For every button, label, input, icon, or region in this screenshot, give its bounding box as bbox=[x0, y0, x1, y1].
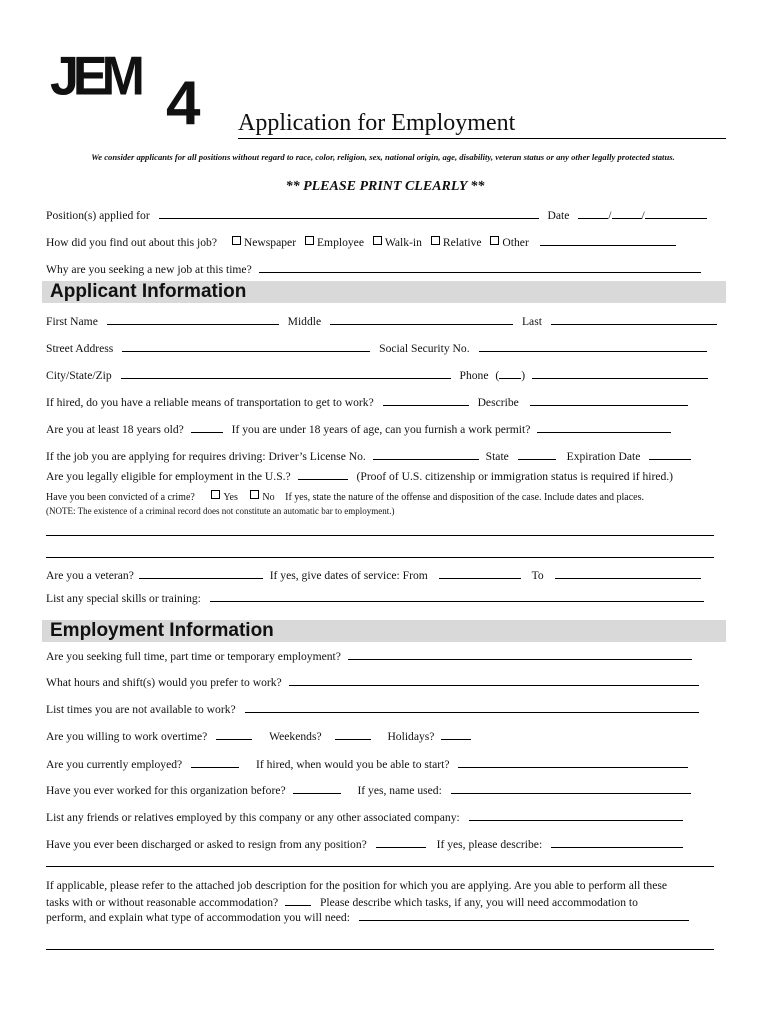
city-row bbox=[46, 366, 708, 382]
describe-label: Describe bbox=[477, 396, 519, 409]
applicant-section-header bbox=[42, 281, 726, 303]
accommodation-line-2 bbox=[46, 893, 638, 909]
state-field[interactable] bbox=[518, 447, 556, 460]
license-label: If the job you are applying for requires driving: Driver’s License No. bbox=[46, 450, 366, 463]
last-name-label: Last bbox=[521, 315, 542, 328]
street-field[interactable] bbox=[122, 339, 370, 352]
first-name-label: First Name bbox=[46, 315, 98, 328]
veteran-row bbox=[46, 566, 701, 582]
worked-before-row bbox=[46, 781, 691, 797]
accommodation-explain-field[interactable] bbox=[359, 908, 689, 921]
worked-before-field[interactable] bbox=[293, 781, 341, 794]
employed-label: Are you currently employed? bbox=[46, 758, 183, 771]
ssn-field[interactable] bbox=[479, 339, 707, 352]
other-field[interactable] bbox=[540, 233, 676, 246]
middle-name-label: Middle bbox=[287, 315, 322, 328]
conviction-line-1[interactable] bbox=[46, 535, 714, 536]
unavailable-label: List times you are not available to work? bbox=[46, 703, 236, 716]
city-label: City/State/Zip bbox=[46, 369, 112, 382]
permit-field[interactable] bbox=[537, 420, 671, 433]
license-row bbox=[46, 447, 691, 463]
unavailable-row bbox=[46, 700, 699, 716]
expiration-label: Expiration Date bbox=[566, 450, 641, 463]
service-label: If yes, give dates of service: From bbox=[269, 569, 428, 582]
accommodation-explain-label: perform, and explain what type of accommodation you will need: bbox=[46, 911, 350, 924]
address-row bbox=[46, 339, 707, 355]
first-name-field[interactable] bbox=[107, 312, 279, 325]
hours-label: What hours and shift(s) would you prefer to work? bbox=[46, 676, 282, 689]
newspaper-checkbox[interactable] bbox=[232, 236, 241, 245]
weekends-label: Weekends? bbox=[269, 730, 322, 743]
proof-note: (Proof of U.S. citizenship or immigration status is required if hired.) bbox=[356, 470, 674, 483]
employee-checkbox[interactable] bbox=[305, 236, 314, 245]
permit-label: If you are under 18 years of age, can you furnish a work permit? bbox=[231, 423, 531, 436]
eligible-label: Are you legally eligible for employment in the U.S.? bbox=[46, 470, 291, 483]
start-field[interactable] bbox=[458, 755, 688, 768]
date-year-field[interactable] bbox=[645, 206, 707, 219]
date-separator: / bbox=[641, 209, 645, 222]
worked-before-label: Have you ever worked for this organization before? bbox=[46, 784, 286, 797]
transport-describe-field[interactable] bbox=[530, 393, 688, 406]
phone-field[interactable] bbox=[532, 366, 708, 379]
position-field[interactable] bbox=[159, 206, 539, 219]
accommodation-question: tasks with or without reasonable accommodation? bbox=[46, 896, 279, 909]
conviction-yes-label: Yes bbox=[223, 492, 238, 503]
seeking-field[interactable] bbox=[348, 647, 692, 660]
eeo-notice: We consider applicants for all positions without regard to race, color, religion, sex, national origin, age, disability, veteran status or any other legally protected status. bbox=[91, 152, 675, 162]
discharged-label: Have you ever been discharged or asked to resign from any position? bbox=[46, 838, 367, 851]
transport-label: If hired, do you have a reliable means of transportation to get to work? bbox=[46, 396, 374, 409]
veteran-label: Are you a veteran? bbox=[46, 569, 134, 582]
discharged-describe-field[interactable] bbox=[551, 835, 683, 848]
street-label: Street Address bbox=[46, 342, 114, 355]
discharged-row bbox=[46, 835, 683, 851]
ssn-label: Social Security No. bbox=[379, 342, 470, 355]
why-row bbox=[46, 260, 701, 276]
applicant-heading: Applicant Information bbox=[50, 281, 247, 302]
conviction-no-label: No bbox=[262, 492, 275, 503]
other-checkbox[interactable] bbox=[490, 236, 499, 245]
overtime-row bbox=[46, 727, 471, 743]
phone-paren-open: ( bbox=[495, 369, 500, 382]
expiration-field[interactable] bbox=[649, 447, 691, 460]
transport-field[interactable] bbox=[383, 393, 469, 406]
name-row bbox=[46, 312, 717, 328]
overtime-label: Are you willing to work overtime? bbox=[46, 730, 208, 743]
position-row bbox=[46, 206, 707, 222]
service-to-field[interactable] bbox=[555, 566, 701, 579]
name-used-field[interactable] bbox=[451, 781, 691, 794]
eligible-row bbox=[46, 467, 673, 483]
phone-label: Phone bbox=[459, 369, 489, 382]
accommodation-line[interactable] bbox=[46, 949, 714, 950]
discharged-describe-label: If yes, please describe: bbox=[436, 838, 543, 851]
conviction-line-2[interactable] bbox=[46, 557, 714, 558]
walkin-checkbox[interactable] bbox=[373, 236, 382, 245]
why-field[interactable] bbox=[259, 260, 701, 273]
date-month-field[interactable] bbox=[578, 206, 608, 219]
friends-field[interactable] bbox=[469, 808, 683, 821]
date-day-field[interactable] bbox=[612, 206, 642, 219]
svg-text:4: 4 bbox=[166, 69, 201, 126]
weekends-field[interactable] bbox=[335, 727, 371, 740]
svg-text:JEM: JEM bbox=[50, 46, 139, 107]
friends-row bbox=[46, 808, 683, 824]
date-label: Date bbox=[547, 209, 570, 222]
middle-name-field[interactable] bbox=[330, 312, 513, 325]
referral-row bbox=[46, 233, 676, 249]
seeking-row bbox=[46, 647, 692, 663]
accommodation-instruction: Please describe which tasks, if any, you will need accommodation to bbox=[319, 896, 638, 909]
overtime-field[interactable] bbox=[216, 727, 252, 740]
relative-checkbox[interactable] bbox=[431, 236, 440, 245]
employee-option: Employee bbox=[316, 236, 364, 249]
accommodation-line-1: If applicable, please refer to the attached job description for the position for which you are applying. Are you able to perform all these bbox=[46, 879, 668, 892]
start-label: If hired, when would you be able to start? bbox=[256, 758, 450, 771]
skills-row bbox=[46, 589, 704, 605]
page-title: Application for Employment bbox=[238, 110, 516, 136]
veteran-field[interactable] bbox=[139, 566, 263, 579]
name-used-label: If yes, name used: bbox=[357, 784, 442, 797]
newspaper-option: Newspaper bbox=[243, 236, 297, 249]
conviction-yes-checkbox[interactable] bbox=[211, 490, 220, 499]
friends-label: List any friends or relatives employed by this company or any other associated company: bbox=[46, 811, 460, 824]
hours-row bbox=[46, 673, 699, 689]
accommodation-line-3 bbox=[46, 908, 689, 924]
conviction-instruction: If yes, state the nature of the offense and disposition of the case. Include dates and places. bbox=[285, 492, 644, 503]
company-logo bbox=[50, 46, 220, 126]
hours-field[interactable] bbox=[289, 673, 699, 686]
transport-row bbox=[46, 393, 688, 409]
service-to-label: To bbox=[531, 569, 544, 582]
last-name-field[interactable] bbox=[551, 312, 717, 325]
eligible-field[interactable] bbox=[298, 467, 348, 480]
unavailable-field[interactable] bbox=[245, 700, 699, 713]
discharged-field[interactable] bbox=[376, 835, 426, 848]
position-label: Position(s) applied for bbox=[46, 209, 150, 222]
state-label: State bbox=[485, 450, 509, 463]
conviction-label: Have you been convicted of a crime? bbox=[46, 492, 195, 503]
age-field[interactable] bbox=[191, 420, 223, 433]
holidays-field[interactable] bbox=[441, 727, 471, 740]
title-rule bbox=[238, 138, 726, 139]
criminal-note: (NOTE: The existence of a criminal record does not constitute an automatic bar to employment.) bbox=[46, 506, 395, 516]
discharged-line[interactable] bbox=[46, 866, 714, 867]
employment-heading: Employment Information bbox=[50, 620, 274, 641]
area-code-field[interactable] bbox=[499, 366, 521, 379]
walkin-option: Walk-in bbox=[384, 236, 422, 249]
employment-section-header bbox=[42, 620, 726, 642]
holidays-label: Holidays? bbox=[387, 730, 435, 743]
age-label: Are you at least 18 years old? bbox=[46, 423, 184, 436]
employed-field[interactable] bbox=[191, 755, 239, 768]
conviction-no-checkbox[interactable] bbox=[250, 490, 259, 499]
referral-label: How did you find out about this job? bbox=[46, 236, 217, 249]
skills-field[interactable] bbox=[210, 589, 704, 602]
employed-row bbox=[46, 755, 688, 771]
accommodation-field[interactable] bbox=[285, 893, 311, 906]
city-field[interactable] bbox=[121, 366, 451, 379]
date-separator: / bbox=[608, 209, 612, 222]
relative-option: Relative bbox=[442, 236, 482, 249]
seeking-label: Are you seeking full time, part time or temporary employment? bbox=[46, 650, 341, 663]
print-clearly-instruction: ** PLEASE PRINT CLEARLY ** bbox=[285, 179, 485, 194]
age-row bbox=[46, 420, 671, 436]
other-option: Other bbox=[502, 236, 529, 249]
phone-paren-close: ) bbox=[521, 369, 526, 382]
license-field[interactable] bbox=[373, 447, 479, 460]
service-from-field[interactable] bbox=[439, 566, 521, 579]
why-label: Why are you seeking a new job at this time? bbox=[46, 263, 252, 276]
skills-label: List any special skills or training: bbox=[46, 592, 201, 605]
